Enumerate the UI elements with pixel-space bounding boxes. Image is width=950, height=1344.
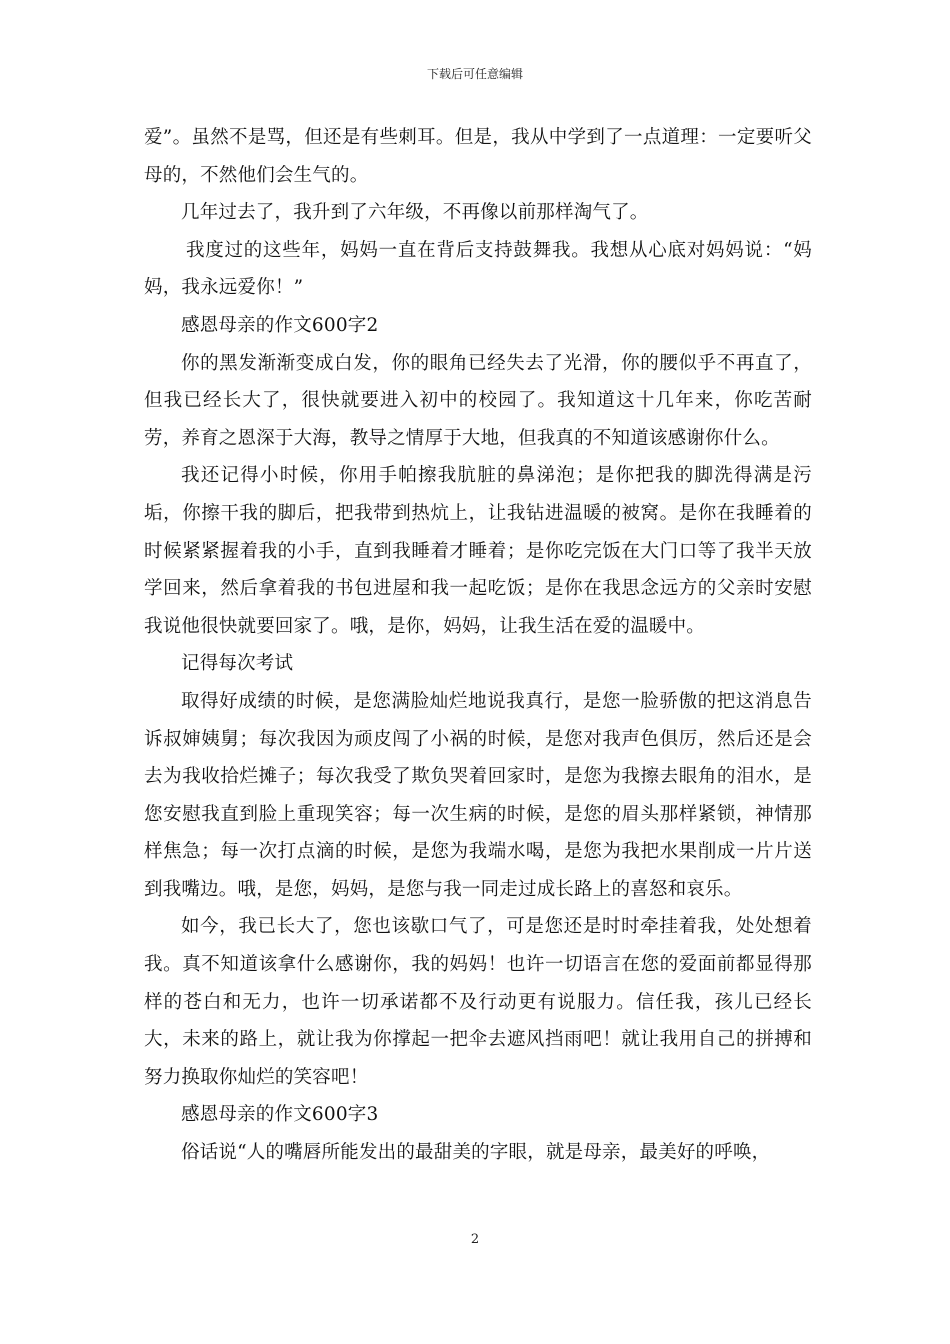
- paragraph: 如今，我已长大了，您也该歇口气了，可是您还是时时牵挂着我，处处想着我。真不知道该拿什么感谢你，我的妈妈！也许一切语言在您的爱面前都显得那样的苍白和无力，也许一切承诺都不及行动更有说服力。信任我，孩儿已经长大，未来的路上，就让我为你撑起一把伞去遮风挡雨吧！就让我用自己的拼搏和努力换取你灿烂的笑容吧！: [144, 916, 812, 1088]
- section-heading: 感恩母亲的作文600字2: [181, 314, 379, 336]
- paragraph: 记得每次考试: [181, 653, 294, 675]
- page-header: 下载后可任意编辑: [426, 67, 523, 81]
- paragraph: 你的黑发渐渐变成白发，你的眼角已经失去了光滑，你的腰似乎不再直了，但我已经长大了，很快就要进入初中的校园了。我知道这十几年来，你吃苦耐劳，养育之恩深于大海，教导之情厚于大地，但我真的不知道该感谢你什么。: [144, 352, 812, 449]
- section-heading: 感恩母亲的作文600字3: [181, 1104, 379, 1126]
- paragraph: 俗话说“人的嘴唇所能发出的最甜美的字眼，就是母亲，最美好的呼唤，: [181, 1142, 771, 1164]
- paragraph: 我还记得小时候，你用手帕擦我肮脏的鼻涕泡；是你把我的脚洗得满是污垢，你擦干我的脚后，把我带到热炕上，让我钻进温暖的被窝。是你在我睡着的时候紧紧握着我的小手，直到我睡着才睡着；是你吃完饭在大门口等了我半天放学回来，然后拿着我的书包进屋和我一起吃饭；是你在我思念远方的父亲时安慰我说他很快就要回家了。哦，是你，妈妈，让我生活在爱的温暖中。: [144, 465, 812, 637]
- page-number: 2: [470, 1232, 480, 1247]
- paragraph: 取得好成绩的时候，是您满脸灿烂地说我真行，是您一脸骄傲的把这消息告诉叔婶姨舅；每次我因为顽皮闯了小祸的时候，是您对我声色俱厉，然后还是会去为我收拾烂摊子；每次我受了欺负哭着回家时，是您为我擦去眼角的泪水，是您安慰我直到脸上重现笑容；每一次生病的时候，是您的眉头那样紧锁，神情那样焦急；每一次打点滴的时候，是您为我端水喝，是您为我把水果削成一片片送到我嘴边。哦，是您，妈妈，是您与我一同走过成长路上的喜怒和哀乐。: [144, 690, 812, 900]
- paragraph-continuation: 爱”。虽然不是骂，但还是有些刺耳。但是，我从中学到了一点道理：一定要听父母的，不然他们会生气的。: [144, 127, 812, 186]
- document-body: [144, 119, 812, 1172]
- paragraph: 我度过的这些年，妈妈一直在背后支持鼓舞我。我想从心底对妈妈说：“妈妈，我永远爱你！”: [144, 239, 812, 299]
- paragraph: 几年过去了，我升到了六年级，不再像以前那样淘气了。: [181, 202, 649, 224]
